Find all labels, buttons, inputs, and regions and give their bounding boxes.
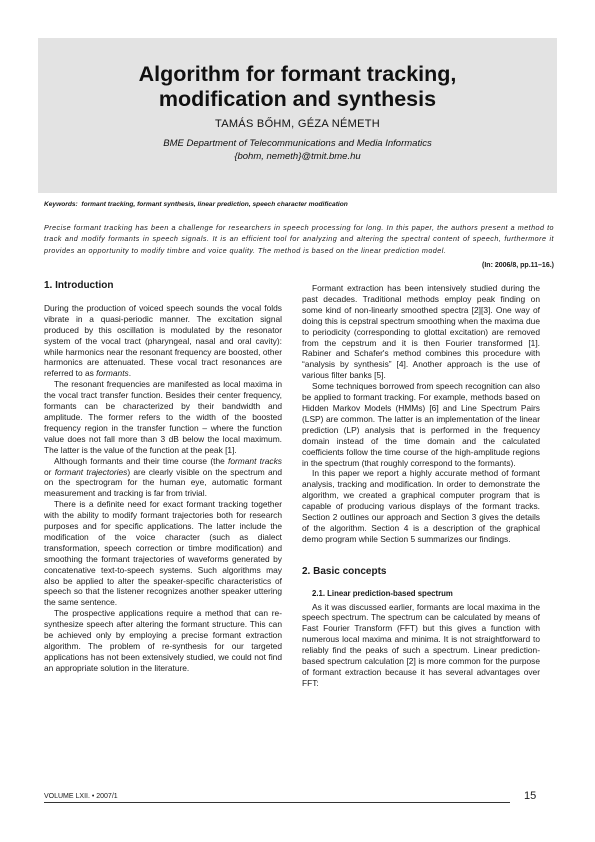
footer-volume: VOLUME LXII. • 2007/1 — [44, 793, 118, 800]
title-line-2: modification and synthesis — [158, 87, 437, 111]
section-heading-introduction: 1. Introduction — [44, 280, 114, 291]
section-heading-basic-concepts: 2. Basic concepts — [302, 565, 387, 577]
keywords — [44, 201, 554, 208]
paragraph: The prospective applications require a method that can re-synthesize speech after altering the formant structure. This can be achieved only by employing a precise formant extraction algorithm. The problem of re-synthesis for our targeted applications has not been extensively studied, we could not find an appropriate solution in the literature. — [44, 608, 282, 673]
footer-rule — [44, 802, 510, 803]
paper-title — [38, 62, 557, 112]
paragraph: The resonant frequencies are manifested as local maxima in the vocal tract transfer function. Besides their center frequency, formants can be characterized by their bandwidth and amplitude. The former refers to the width of the boosted frequency region in the transfer function – where the function value does not fall more than 3 dB below the local maximum. The latter is the value of the function at the peak [1]. — [44, 379, 282, 455]
intro-p1-em: formants — [96, 368, 129, 379]
authors: TAMÁS BŐHM, GÉZA NÉMETH — [215, 118, 380, 130]
intro-p3-c: ) are clearly visible on the spectrum and on the spectrogram for the human eye, automatic formant measurement and tracking is far from trivial. — [44, 466, 282, 499]
paragraph: There is a definite need for exact formant tracking together with the ability to modify formant trajectories both for research purposes and for specific applications. The latter include the modification of the voice character (such as dialect transformation, speech correction or timbre modification) and smoothing the formant trajectories of waveforms generated by concatenative text-to-speech systems. Such algorithms may also be applied to alter the speaker-specific characteristics of speech so that the listener recognizes another speaker uttering the same sentence. — [44, 499, 282, 608]
paragraph: During the production of voiced speech sounds the vocal folds vibrate in a quasi-periodic manner. The excitation signal produced by this oscillation is modulated by the resonator system of the vocal tract (pharyngeal, nasal and oral cavity): while harmonics near the resonant frequency are boosted, other harmonics are attenuated. These vocal tract resonances are referred to as formants. — [44, 302, 282, 379]
intro-p3-em: formant tracks — [228, 455, 282, 466]
keywords-label: Keywords: — [44, 201, 78, 208]
paragraph — [44, 456, 282, 500]
paragraph: Formant extraction has been intensively studied during the past decades. Traditional methods employ peak finding on some kind of non-linearly smoothed spectra [2][3]. One way of doing this is cepstral spectrum smoothing when the maxima due to periodicity (corresponding to glottal excitation) are removed from the cepstrum and it is then Fourier transformed [1]. Rabiner and Schafer's method combines this procedure with “analysis by synthesis” [4]. Another approach is the use of various filter banks [5]. — [302, 283, 540, 381]
right-column — [302, 283, 540, 689]
intro-p1: During the production of voiced speech sounds the vocal folds vibrate in a quasi-periodic manner. The excitation signal produced by this oscillation is modulated by the resonator system of the vocal tract (pharyngeal, nasal and oral cavity): while harmonics near the resonant frequency are boosted, other harmonics are attenuated. These vocal tract resonances are referred to as — [44, 302, 282, 379]
title-line-1: Algorithm for formant tracking, — [138, 62, 457, 86]
abstract: Precise formant tracking has been a challenge for researchers in speech processing for long. In this paper, the authors present a method to track and modify formants in speech signals. It is an efficient tool for analyzing and altering the spectral content of speech, furthermore it provides an opportunity to modify timbre and voice quality. The method is based on the linear prediction model. — [44, 223, 554, 255]
subsection-heading: 2.1. Linear prediction-based spectrum — [312, 588, 453, 598]
paragraph: Some techniques borrowed from speech recognition can also be applied to formant tracking. For example, methods based on Hidden Markov Models (HMMs) [6] and Line Spectrum Pairs (LSP) are common. The latter is an implementation of the linear prediction (LP) analysis that is performed in the frequency domain instead of the time domain and the calculated coefficients follow the time course of the high-amplitude regions in the spectrum (that roughly correspond to the formants). — [302, 381, 540, 468]
author-emails: {bohm, nemeth}@tmit.bme.hu — [234, 151, 361, 162]
paragraph: As it was discussed earlier, formants are local maxima in the speech spectrum. The spectrum can be calculated by means of Fast Fourier Transform (FFT) but this gives a function with numerous local maxima and minima. It is not straightforward to reliably find the peaks of such a spectrum. Linear prediction-based spectrum calculation [2] is more common for the purpose of formant extraction because it has several advantages over FFT: — [302, 601, 540, 688]
page-number: 15 — [524, 790, 537, 802]
left-column — [44, 281, 282, 674]
citation: (In: 2006/8, pp.11–16.) — [482, 262, 554, 269]
paragraph: In this paper we report a highly accurate method of formant analysis, tracking and modification. In order to demonstrate the algorithm, we created a graphical computer program that is capable of producing various displays of the formant tracks. Section 2 outlines our approach and Section 3 gives the details of the algorithm. Section 4 is a description of the graphical demo program while Section 5 summarizes our findings. — [302, 468, 540, 544]
intro-p3-em2: formant trajectories — [54, 466, 128, 477]
keywords-text: formant tracking, formant synthesis, linear prediction, speech character modification — [81, 201, 348, 208]
affiliation: BME Department of Telecommunications and Media Informatics — [163, 138, 432, 149]
intro-p3-a: Although formants and their time course (the — [54, 455, 229, 466]
intro-p3-b: or — [44, 466, 55, 477]
